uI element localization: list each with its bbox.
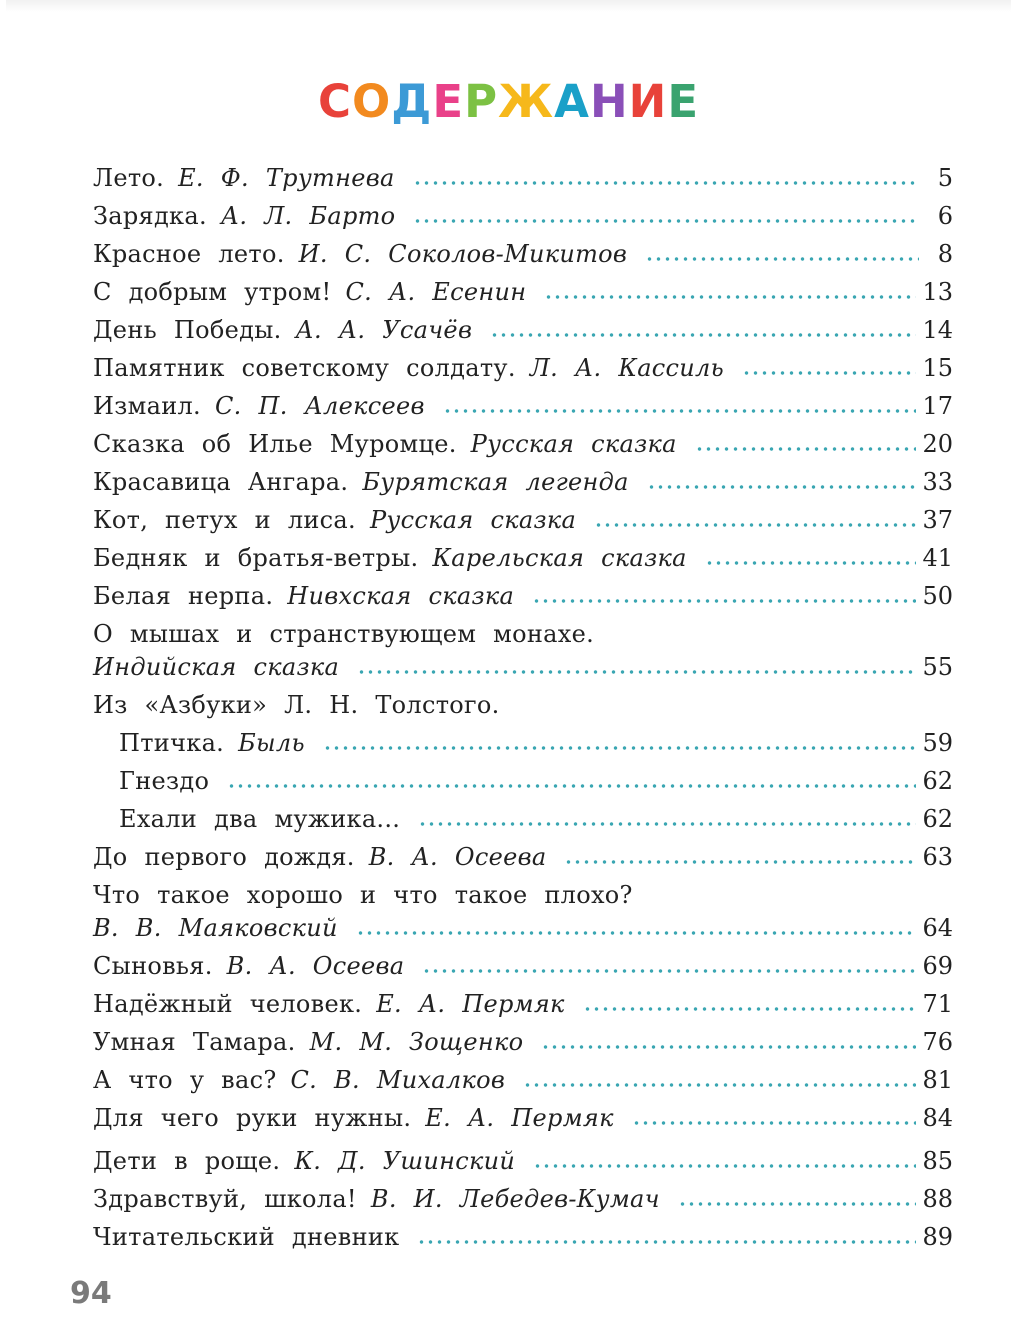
entry-author: В. В. Маяковский xyxy=(93,914,338,942)
entry-page-number: 76 xyxy=(922,1028,953,1056)
toc-entry xyxy=(93,236,953,272)
dot-leader xyxy=(356,931,917,935)
toc-entry xyxy=(93,578,953,614)
dot-leader xyxy=(357,670,916,674)
dot-leader xyxy=(422,969,916,973)
entry-title: Что такое хорошо и что такое плохо? xyxy=(93,881,633,909)
entry-author: М. М. Зощенко xyxy=(309,1028,524,1056)
page-number: 94 xyxy=(70,1276,112,1311)
title-letter: Р xyxy=(464,75,499,128)
toc-entry xyxy=(119,801,953,837)
entry-page-number: 71 xyxy=(922,990,953,1018)
entry-author: В. И. Лебедев-Кумач xyxy=(370,1185,660,1213)
entry-page-number: 33 xyxy=(922,468,953,496)
entry-title: Лето. xyxy=(93,164,165,192)
toc-entry xyxy=(93,687,953,723)
toc-entry xyxy=(93,986,953,1022)
entry-title: Умная Тамара. xyxy=(93,1028,296,1056)
entry-author: А. Л. Барто xyxy=(220,202,396,230)
entry-title: Измаил. xyxy=(93,392,201,420)
title-letter: С xyxy=(317,75,352,128)
toc-entry xyxy=(119,725,953,761)
entry-title: Белая нерпа. xyxy=(93,582,274,610)
dot-leader xyxy=(647,485,917,489)
entry-page-number: 17 xyxy=(922,392,953,420)
dot-leader xyxy=(544,295,916,299)
entry-page-number: 63 xyxy=(922,843,953,871)
entry-title: Здравствуй, школа! xyxy=(93,1185,357,1213)
entry-author: С. П. Алексеев xyxy=(214,392,425,420)
entry-page-number: 50 xyxy=(922,582,953,610)
entry-title: Для чего руки нужны. xyxy=(93,1104,412,1132)
dot-leader xyxy=(632,1121,917,1125)
title-letter: Е xyxy=(432,75,465,128)
entry-page-number: 62 xyxy=(922,767,953,795)
entry-page-number: 59 xyxy=(922,729,953,757)
toc-entry xyxy=(93,464,953,500)
entry-author: Е. Ф. Трутнева xyxy=(178,164,395,192)
toc-entry xyxy=(93,839,953,875)
toc-entry xyxy=(93,350,953,386)
dot-leader xyxy=(533,1164,916,1168)
dot-leader xyxy=(523,1083,916,1087)
entry-author: Карельская сказка xyxy=(432,544,687,572)
dot-leader xyxy=(705,561,917,565)
entry-author: В. А. Осеева xyxy=(368,843,547,871)
toc-entry xyxy=(93,1100,953,1136)
entry-title: Красное лето. xyxy=(93,240,285,268)
dot-leader xyxy=(678,1202,917,1206)
toc-entry xyxy=(93,948,953,984)
toc-entry xyxy=(93,649,953,685)
entry-author: Нивхская сказка xyxy=(287,582,515,610)
entry-title: Читательский дневник xyxy=(93,1223,400,1251)
entry-title: Птичка. xyxy=(119,729,225,757)
toc-entry xyxy=(93,540,953,576)
toc-entry xyxy=(93,388,953,424)
entry-author: Бурятская легенда xyxy=(362,468,629,496)
entry-page-number: 6 xyxy=(937,202,953,230)
toc-entry xyxy=(93,1181,953,1217)
title-letter: Е xyxy=(667,75,700,128)
entry-author: Е. А. Пермяк xyxy=(425,1104,614,1132)
entry-page-number: 69 xyxy=(922,952,953,980)
entry-title: Красавица Ангара. xyxy=(93,468,349,496)
entry-author: Л. А. Кассиль xyxy=(529,354,724,382)
page-title xyxy=(0,74,1017,130)
toc-entry xyxy=(93,1219,953,1255)
title-letter: Ж xyxy=(498,75,555,128)
toc-entry xyxy=(93,877,953,913)
entry-page-number: 88 xyxy=(922,1185,953,1213)
dot-leader xyxy=(417,1240,916,1244)
toc-entry xyxy=(119,763,953,799)
entry-page-number: 41 xyxy=(922,544,953,572)
entry-page-number: 81 xyxy=(922,1066,953,1094)
entry-title: Бедняк и братья-ветры. xyxy=(93,544,419,572)
entry-author: Русская сказка xyxy=(369,506,577,534)
entry-author: И. С. Соколов-Микитов xyxy=(298,240,628,268)
entry-page-number: 85 xyxy=(922,1147,953,1175)
title-letter: И xyxy=(628,75,668,128)
entry-author: Быль xyxy=(238,729,305,757)
dot-leader xyxy=(583,1007,917,1011)
entry-title: До первого дождя. xyxy=(93,843,355,871)
entry-title: Из «Азбуки» Л. Н. Толстого. xyxy=(93,691,500,719)
entry-page-number: 37 xyxy=(922,506,953,534)
title-letter: О xyxy=(351,75,392,128)
dot-leader xyxy=(645,257,919,261)
toc-entry xyxy=(93,502,953,538)
entry-title: Памятник советскому солдату. xyxy=(93,354,516,382)
dot-leader xyxy=(532,599,916,603)
dot-leader xyxy=(227,784,916,788)
entry-page-number: 20 xyxy=(922,430,953,458)
entry-title: Сказка об Илье Муромце. xyxy=(93,430,457,458)
entry-title: Ехали два мужика... xyxy=(119,805,401,833)
title-letter: А xyxy=(554,75,590,128)
entry-page-number: 89 xyxy=(922,1223,953,1251)
dot-leader xyxy=(594,523,916,527)
entry-page-number: 8 xyxy=(937,240,953,268)
title-letter: Д xyxy=(391,75,433,128)
dot-leader xyxy=(413,219,919,223)
toc-entry xyxy=(93,312,953,348)
dot-leader xyxy=(564,860,916,864)
dot-leader xyxy=(490,333,916,337)
entry-page-number: 5 xyxy=(937,164,953,192)
entry-page-number: 13 xyxy=(922,278,953,306)
toc-entry xyxy=(93,1024,953,1060)
entry-author: С. А. Есенин xyxy=(345,278,527,306)
toc-entry xyxy=(93,274,953,310)
entry-author: Индийская сказка xyxy=(93,653,340,681)
entry-page-number: 84 xyxy=(922,1104,953,1132)
toc-entry xyxy=(93,198,953,234)
entry-title: Кот, петух и лиса. xyxy=(93,506,356,534)
dot-leader xyxy=(443,409,917,413)
entry-title: Зарядка. xyxy=(93,202,207,230)
toc-entry xyxy=(93,160,953,196)
entry-page-number: 55 xyxy=(922,653,953,681)
entry-title: Дети в роще. xyxy=(93,1147,281,1175)
dot-leader xyxy=(323,746,917,750)
entry-title: Сыновья. xyxy=(93,952,213,980)
dot-leader xyxy=(695,447,917,451)
toc-entry xyxy=(93,1062,953,1098)
entry-page-number: 64 xyxy=(922,914,953,942)
dot-leader xyxy=(413,181,919,185)
entry-title: А что у вас? xyxy=(93,1066,277,1094)
entry-page-number: 14 xyxy=(922,316,953,344)
title-letter: Н xyxy=(589,75,629,128)
dot-leader xyxy=(541,1045,916,1049)
entry-author: Русская сказка xyxy=(470,430,677,458)
toc-entry xyxy=(93,426,953,462)
toc-entry xyxy=(93,910,953,946)
toc-entry xyxy=(93,1143,953,1179)
entry-title: День Победы. xyxy=(93,316,282,344)
entry-page-number: 15 xyxy=(922,354,953,382)
entry-author: Е. А. Пермяк xyxy=(376,990,565,1018)
dot-leader xyxy=(418,822,916,826)
toc-entry xyxy=(93,616,953,652)
entry-page-number: 62 xyxy=(922,805,953,833)
entry-author: К. Д. Ушинский xyxy=(294,1147,516,1175)
page-top-edge xyxy=(6,0,1011,12)
dot-leader xyxy=(742,371,916,375)
entry-title: Гнездо xyxy=(119,767,210,795)
entry-title: О мышах и странствующем монахе. xyxy=(93,620,595,648)
entry-author: В. А. Осеева xyxy=(226,952,405,980)
entry-title: Надёжный человек. xyxy=(93,990,363,1018)
entry-title: С добрым утром! xyxy=(93,278,332,306)
entry-author: А. А. Усачёв xyxy=(295,316,473,344)
entry-author: С. В. Михалков xyxy=(290,1066,506,1094)
